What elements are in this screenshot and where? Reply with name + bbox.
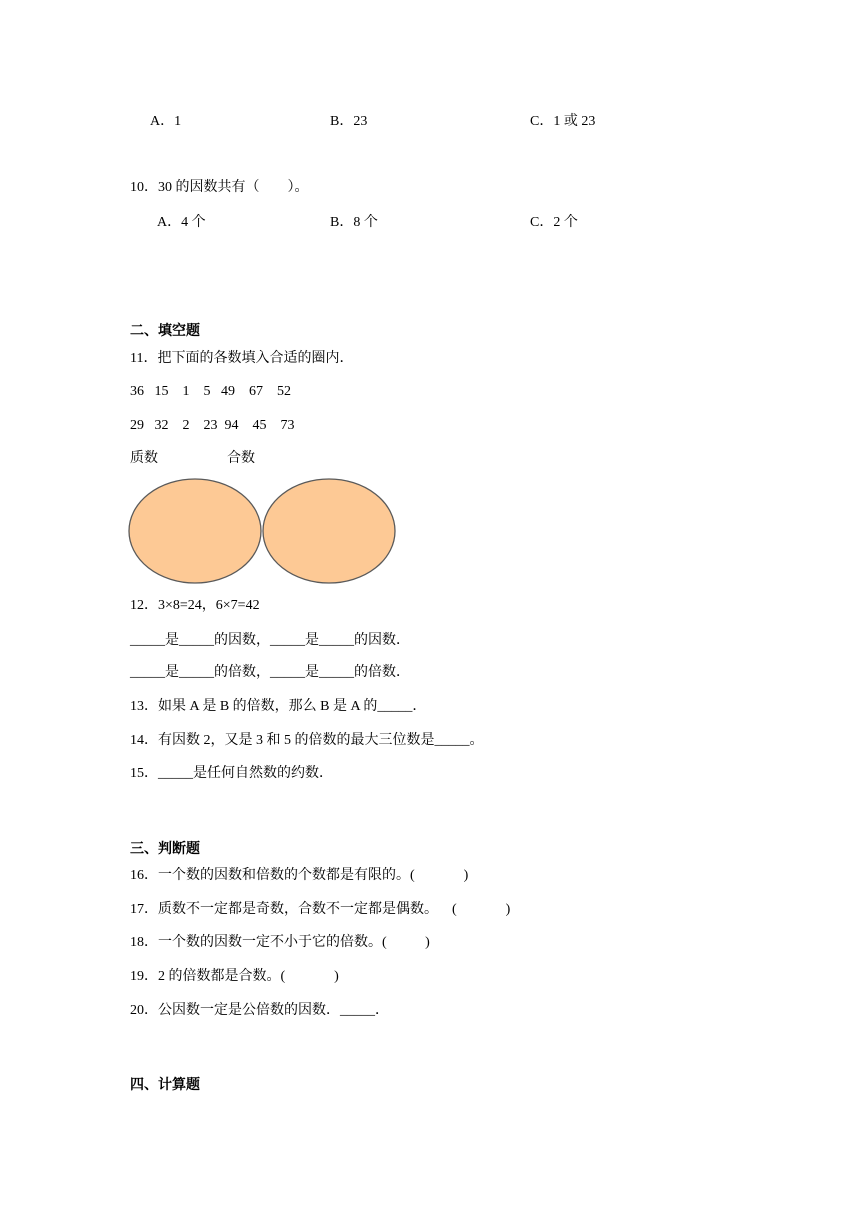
- q11-numbers-row-2: 29 32 2 23 94 45 73: [130, 418, 295, 433]
- section-2-title: 二、填空题: [130, 322, 200, 338]
- q11-numbers-row-1: 36 15 1 5 49 67 52: [130, 384, 291, 399]
- q15-text: 15．_____是任何自然数的约数．: [130, 766, 333, 781]
- q10-stem: 10．30 的因数共有（ ）。: [130, 180, 309, 195]
- q12-line-1: _____是_____的因数，_____是_____的因数．: [130, 633, 410, 648]
- q10-option-c: C．2 个: [530, 215, 578, 230]
- q14-text: 14．有因数 2，又是 3 和 5 的倍数的最大三位数是_____。: [130, 733, 484, 748]
- q9-option-a: A．1: [150, 114, 182, 129]
- section-4-title: 四、计算题: [130, 1076, 200, 1092]
- q11-stem: 11．把下面的各数填入合适的圈内．: [130, 351, 354, 366]
- q9-option-c: C．1 或 23: [530, 114, 596, 129]
- composite-circle[interactable]: [263, 479, 395, 583]
- section-3-title: 三、判断题: [130, 840, 200, 856]
- q20-text: 20．公因数一定是公倍数的因数．_____．: [130, 1003, 389, 1018]
- q12-stem: 12．3×8=24，6×7=42: [130, 598, 260, 613]
- q17-text: 17．质数不一定都是奇数，合数不一定都是偶数。 ( ): [130, 902, 511, 917]
- q18-text: 18．一个数的因数一定不小于它的倍数。( ): [130, 935, 430, 950]
- q9-option-b: B．23: [330, 114, 368, 129]
- q12-line-2: _____是_____的倍数，_____是_____的倍数．: [130, 665, 410, 680]
- circles-figure: [128, 477, 400, 589]
- q10-option-b: B．8 个: [330, 215, 378, 230]
- q13-text: 13．如果 A 是 B 的倍数，那么 B 是 A 的_____．: [130, 699, 427, 714]
- label-prime: 质数: [130, 451, 158, 466]
- prime-circle[interactable]: [129, 479, 261, 583]
- q19-text: 19．2 的倍数都是合数。( ): [130, 969, 339, 984]
- q16-text: 16．一个数的因数和倍数的个数都是有限的。( ): [130, 868, 469, 883]
- label-composite: 合数: [227, 451, 255, 466]
- q10-option-a: A．4 个: [157, 215, 206, 230]
